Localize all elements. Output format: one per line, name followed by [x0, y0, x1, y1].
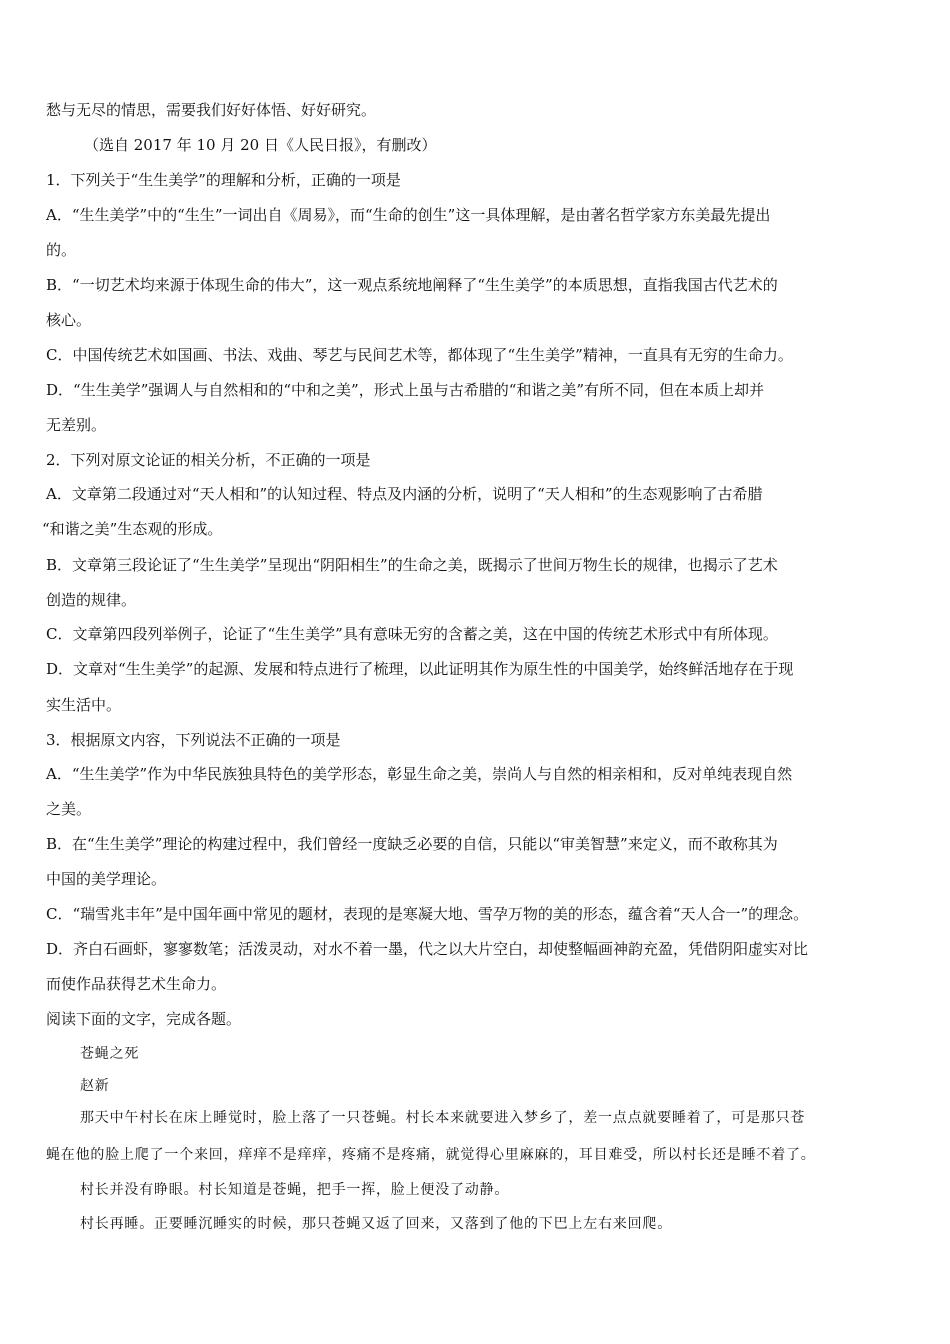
source-citation: （选自 2017 年 10 月 20 日《人民日报》，有删改） [84, 136, 437, 154]
story-paragraph-3: 村长再睡。正要睡沉睡实的时候，那只苍蝇又返了回来，又落到了他的下巴上左右来回爬。 [80, 1216, 672, 1232]
story-title: 苍蝇之死 [80, 1046, 140, 1062]
question-2-option-d-cont: 实生活中。 [46, 696, 122, 714]
question-3-option-b-cont: 中国的美学理论。 [46, 870, 167, 888]
question-1-option-a-cont: 的。 [46, 241, 77, 259]
question-3-option-b: B．在“生生美学”理论的构建过程中，我们曾经一度缺乏必要的自信，只能以“审美智慧”来定义，而不敢称其为 [46, 835, 778, 853]
story-paragraph-2: 村长并没有睁眼。村长知道是苍蝇，把手一挥，脸上便没了动静。 [80, 1182, 510, 1198]
question-1-option-a: A．“生生美学”中的“生生”一词出自《周易》，而“生命的创生”这一具体理解，是由著名哲学家方东美最先提出 [46, 206, 771, 224]
reading-instruction: 阅读下面的文字，完成各题。 [46, 1010, 242, 1028]
question-1-option-b: B．“一切艺术均来源于体现生命的伟大”，这一观点系统地阐释了“生生美学”的本质思想，直指我国古代艺术的 [46, 276, 778, 294]
question-3-option-c: C．“瑞雪兆丰年”是中国年画中常见的题材，表现的是寒凝大地、雪孕万物的美的形态，蕴含着“天人合一”的理念。 [46, 905, 809, 923]
question-2-option-a-cont: “和谐之美”生态观的形成。 [42, 520, 223, 538]
question-3-option-d: D．齐白石画虾，寥寥数笔；活泼灵动，对水不着一墨，代之以大片空白，却使整幅画神韵充盈，凭借阴阳虚实对比 [46, 940, 809, 958]
story-author: 赵新 [80, 1078, 110, 1094]
question-2-option-a: A．文章第二段通过对“天人相和”的认知过程、特点及内涵的分析，说明了“天人相和”的生态观影响了古希腊 [46, 485, 763, 503]
question-1-option-b-cont: 核心。 [46, 311, 92, 329]
question-1-stem: 1．下列关于“生生美学”的理解和分析，正确的一项是 [46, 171, 401, 189]
question-2-stem: 2．下列对原文论证的相关分析，不正确的一项是 [46, 451, 371, 469]
question-3-option-a-cont: 之美。 [46, 800, 92, 818]
question-3-option-d-cont: 而使作品获得艺术生命力。 [46, 975, 227, 993]
question-2-option-b: B．文章第三段论证了“生生美学”呈现出“阴阳相生”的生命之美，既揭示了世间万物生长的规律，也揭示了艺术 [46, 556, 778, 574]
question-1-option-d-cont: 无差别。 [46, 416, 107, 434]
question-2-option-d: D．文章对“生生美学”的起源、发展和特点进行了梳理，以此证明其作为原生性的中国美学，始终鲜活地存在于现 [46, 660, 794, 678]
story-paragraph-1: 那天中午村长在床上睡觉时，脸上落了一只苍蝇。村长本来就要进入梦乡了，差一点点就要睡着了，可是那只苍 [80, 1110, 806, 1126]
question-2-option-b-cont: 创造的规律。 [46, 591, 137, 609]
question-1-option-c: C．中国传统艺术如国画、书法、戏曲、琴艺与民间艺术等，都体现了“生生美学”精神，一直具有无穷的生命力。 [46, 346, 793, 364]
question-3-option-a: A．“生生美学”作为中华民族独具特色的美学形态，彰显生命之美，崇尚人与自然的相亲相和，反对单纯表现自然 [46, 765, 793, 783]
question-1-option-d: D．“生生美学”强调人与自然相和的“中和之美”，形式上虽与古希腊的“和谐之美”有所不同，但在本质上却并 [46, 381, 765, 399]
question-2-option-c: C．文章第四段列举例子，论证了“生生美学”具有意味无穷的含蓄之美，这在中国的传统艺术形式中有所体现。 [46, 625, 778, 643]
intro-line: 愁与无尽的情思，需要我们好好体悟、好好研究。 [46, 101, 377, 119]
story-paragraph-1-cont: 蝇在他的脸上爬了一个来回，痒痒不是痒痒，疼痛不是疼痛，就觉得心里麻麻的，耳目难受，所以村长还是睡不着了。 [46, 1147, 816, 1163]
question-3-stem: 3．根据原文内容，下列说法不正确的一项是 [46, 731, 341, 749]
